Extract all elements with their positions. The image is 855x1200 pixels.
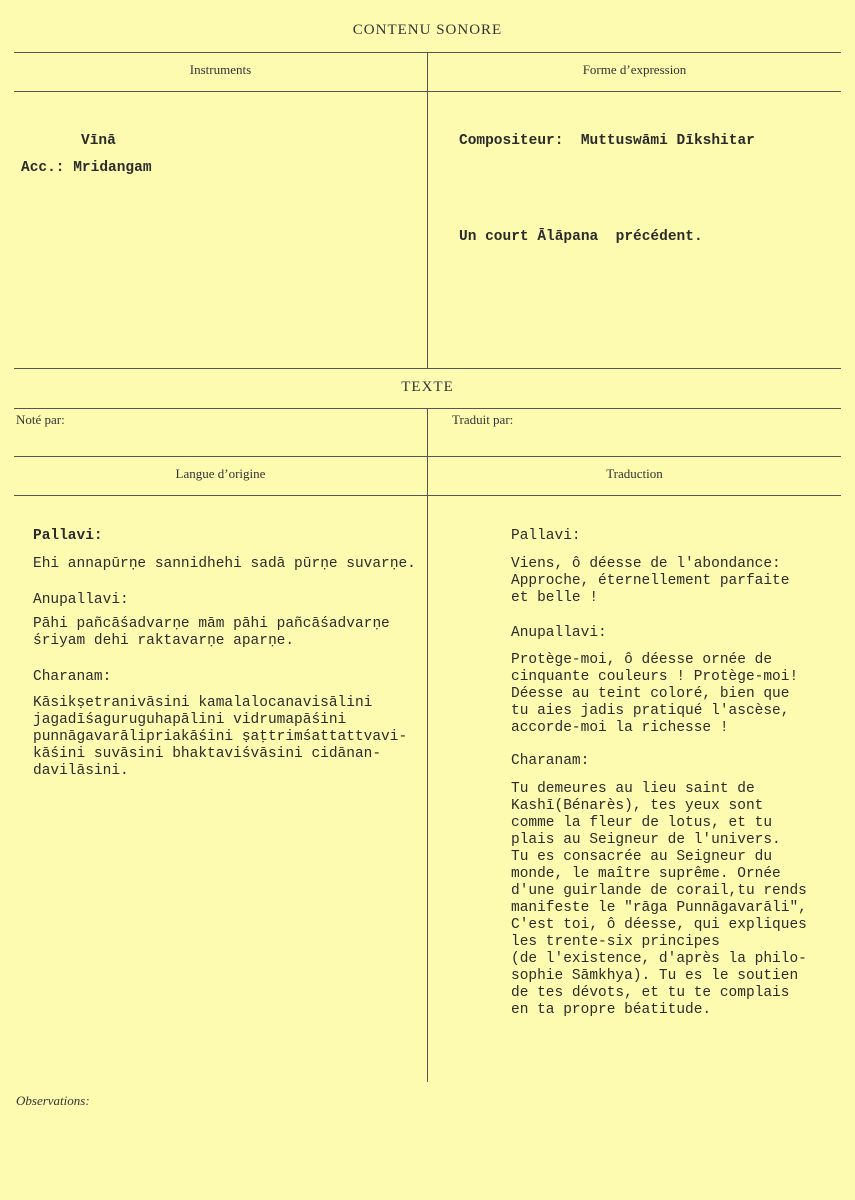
translation-anupallavi-text: Protège-moi, ô déesse ornée de cinquante couleurs ! Protège-moi! Déesse au teint coloré, bien que tu aies jadis pratiqué l'ascèse, accorde-moi la richesse !: [511, 652, 799, 736]
column-divider: [427, 495, 428, 1082]
alapana-note: Un court Ālāpana précédent.: [459, 229, 703, 245]
column-divider: [427, 52, 428, 368]
forme-expression-column-header: Forme d’expression: [582, 62, 687, 77]
langue-origine-column-header: Langue d’origine: [175, 466, 266, 481]
original-pallavi-title: Pallavi:: [33, 528, 103, 544]
instrument-accompaniment: Acc.: Mridangam: [21, 160, 152, 176]
translation-charanam-title: Charanam:: [511, 753, 590, 769]
divider: [14, 368, 841, 369]
traduit-par-label: Traduit par:: [452, 412, 514, 427]
original-pallavi-text: Ehi annapūrṇe sannidhehi sadā pūrṇe suvarṇe.: [33, 556, 416, 572]
note-par-label: Noté par:: [16, 412, 65, 427]
original-charanam-text: Kāsikṣetranivāsini kamalalocanavisālini jagadīśaguruguhapālini vidrumapāśini punnāgavarālipriakāśini ṣaṭtrimśattattvavi- kāśini suvāsini bhaktaviśvāsini cidānan- davilāsini.: [33, 695, 408, 779]
instruments-column-header: Instruments: [189, 62, 252, 77]
translation-pallavi-text: Viens, ô déesse de l'abondance: Approche, éternellement parfaite et belle !: [511, 556, 790, 606]
translation-anupallavi-title: Anupallavi:: [511, 625, 607, 641]
original-anupallavi-text: Pāhi pañcāśadvarṇe mām pāhi pañcāśadvarṇe śriyam dehi raktavarṇe aparṇe.: [33, 616, 390, 649]
traduction-column-header: Traduction: [606, 466, 663, 481]
contenu-sonore-heading: CONTENU SONORE: [352, 22, 503, 38]
translation-charanam-text: Tu demeures au lieu saint de Kashī(Bénarès), tes yeux sont comme la fleur de lotus, et tu plais au Seigneur de l'univers. Tu es consacrée au Seigneur du monde, le maître suprême. Ornée d'une guirlande de corail,tu rends manifeste le "rāga Punnāgavarāli", C'est toi, ô déesse, qui expliques les trente-six principes (de l'existence, d'après la philo- sophie Sāmkhya). Tu es le soutien de tes dévots, et tu te complais en ta propre béatitude.: [511, 781, 807, 1018]
translation-pallavi-title: Pallavi:: [511, 528, 581, 544]
observations-label: Observations:: [16, 1093, 90, 1108]
composer-line: Compositeur: Muttuswāmi Dīkshitar: [459, 133, 755, 149]
divider: [14, 456, 841, 457]
original-charanam-title: Charanam:: [33, 669, 112, 685]
texte-heading: TEXTE: [401, 379, 454, 395]
instrument-main: Vīnā: [81, 133, 116, 149]
divider: [14, 91, 841, 92]
original-anupallavi-title: Anupallavi:: [33, 592, 129, 608]
